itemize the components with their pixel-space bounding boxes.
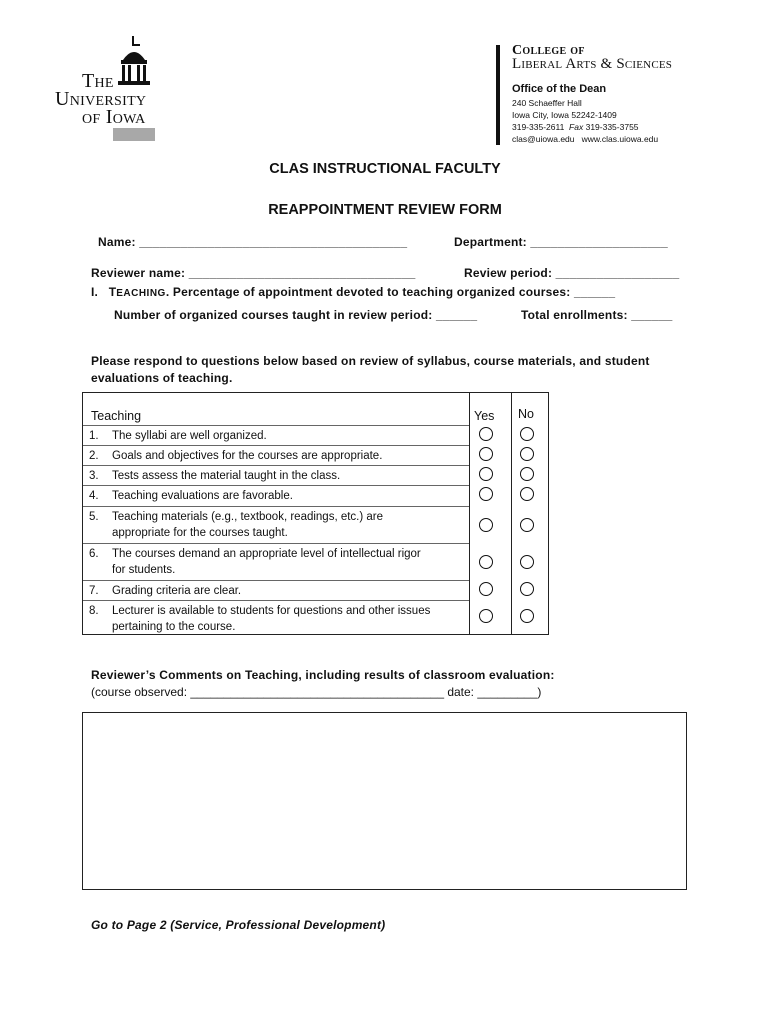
row-number: 8. bbox=[89, 605, 99, 617]
table-header-teaching: Teaching bbox=[91, 409, 142, 423]
q3-yes-radio[interactable] bbox=[479, 467, 493, 481]
contact-line bbox=[512, 134, 658, 144]
form-title-line1: CLAS INSTRUCTIONAL FACULTY bbox=[269, 161, 501, 177]
q7-yes-radio[interactable] bbox=[479, 582, 493, 596]
q1-yes-radio[interactable] bbox=[479, 427, 493, 441]
row-divider bbox=[83, 485, 469, 486]
row-number: 4. bbox=[89, 490, 99, 502]
old-capitol-icon bbox=[113, 36, 155, 88]
instructions-line1: Please respond to questions below based on review of syllabus, course materials, and student bbox=[91, 354, 650, 368]
row-divider bbox=[83, 600, 469, 601]
section-number: I. bbox=[91, 285, 99, 299]
next-page-note: Go to Page 2 (Service, Professional Development) bbox=[91, 918, 386, 932]
question-text-line1: The courses demand an appropriate level of intellectual rigor bbox=[112, 548, 421, 560]
department-field[interactable]: Department: ____________________ bbox=[454, 235, 668, 249]
phone-line bbox=[512, 122, 639, 132]
university-logo bbox=[55, 36, 165, 146]
teaching-percentage-field[interactable]: . Percentage of appointment devoted to teaching organized courses: ______ bbox=[165, 285, 616, 299]
university-name-line3: of Iowa bbox=[82, 106, 146, 128]
q2-yes-radio[interactable] bbox=[479, 447, 493, 461]
row-number: 5. bbox=[89, 511, 99, 523]
logo-gray-bar bbox=[113, 128, 155, 141]
instructions-line2: evaluations of teaching. bbox=[91, 371, 233, 385]
table-header-yes: Yes bbox=[474, 409, 495, 423]
address-line2: Iowa City, Iowa 52242-1409 bbox=[512, 110, 617, 120]
row-divider bbox=[83, 543, 469, 544]
q7-no-radio[interactable] bbox=[520, 582, 534, 596]
fax-number: 319-335-3755 bbox=[585, 122, 639, 132]
row-divider bbox=[83, 445, 469, 446]
question-text-line2: for students. bbox=[112, 564, 176, 576]
q8-yes-radio[interactable] bbox=[479, 609, 493, 623]
row-divider bbox=[83, 465, 469, 466]
row-number: 7. bbox=[89, 585, 99, 597]
course-observed-field[interactable]: (course observed: ______________________________________ date: _________) bbox=[91, 685, 542, 699]
q2-no-radio[interactable] bbox=[520, 447, 534, 461]
review-period-field[interactable]: Review period: __________________ bbox=[464, 266, 680, 280]
q4-yes-radio[interactable] bbox=[479, 487, 493, 501]
question-text-line2: pertaining to the course. bbox=[112, 621, 236, 633]
letterhead-divider bbox=[496, 45, 500, 145]
section-title-rest: EACHING bbox=[116, 288, 166, 299]
office-title: Office of the Dean bbox=[512, 83, 607, 95]
comments-textbox[interactable] bbox=[82, 712, 687, 890]
email-link[interactable]: clas@uiowa.edu bbox=[512, 134, 575, 144]
table-divider-no bbox=[511, 393, 512, 634]
total-enrollments-field[interactable]: Total enrollments: ______ bbox=[521, 308, 673, 322]
q6-no-radio[interactable] bbox=[520, 555, 534, 569]
question-text: Goals and objectives for the courses are appropriate. bbox=[112, 450, 383, 462]
table-header-no: No bbox=[518, 407, 534, 421]
table-divider-yes bbox=[469, 393, 470, 634]
question-text: Tests assess the material taught in the class. bbox=[112, 470, 341, 482]
question-text-line2: appropriate for the courses taught. bbox=[112, 527, 288, 539]
fax-label: Fax bbox=[569, 122, 584, 132]
college-line1: College of bbox=[512, 43, 585, 58]
question-text: Teaching evaluations are favorable. bbox=[112, 490, 293, 502]
phone-number: 319-335-2611 bbox=[512, 122, 565, 132]
name-field[interactable]: Name: _______________________________________ bbox=[98, 235, 408, 249]
reviewer-name-field[interactable]: Reviewer name: _________________________________ bbox=[91, 266, 416, 280]
university-name-line2: University bbox=[55, 88, 147, 110]
college-line2: Liberal Arts & Sciences bbox=[512, 56, 673, 72]
q6-yes-radio[interactable] bbox=[479, 555, 493, 569]
row-divider bbox=[83, 580, 469, 581]
question-text-line1: Teaching materials (e.g., textbook, readings, etc.) are bbox=[112, 511, 384, 523]
section-title-initial: T bbox=[108, 285, 117, 299]
q4-no-radio[interactable] bbox=[520, 487, 534, 501]
form-title-line2: REAPPOINTMENT REVIEW FORM bbox=[268, 202, 502, 218]
question-text-line1: Lecturer is available to students for questions and other issues bbox=[112, 605, 431, 617]
q1-no-radio[interactable] bbox=[520, 427, 534, 441]
row-divider bbox=[83, 425, 469, 426]
q3-no-radio[interactable] bbox=[520, 467, 534, 481]
teaching-questions-table bbox=[82, 392, 549, 635]
university-name-line1: The bbox=[82, 70, 114, 92]
question-text: The syllabi are well organized. bbox=[112, 430, 267, 442]
row-divider bbox=[83, 506, 469, 507]
section-teaching-line bbox=[91, 285, 615, 299]
row-number: 2. bbox=[89, 450, 99, 462]
q5-no-radio[interactable] bbox=[520, 518, 534, 532]
q8-no-radio[interactable] bbox=[520, 609, 534, 623]
q5-yes-radio[interactable] bbox=[479, 518, 493, 532]
comments-heading: Reviewer’s Comments on Teaching, including results of classroom evaluation: bbox=[91, 668, 555, 682]
courses-taught-field[interactable]: Number of organized courses taught in review period: ______ bbox=[114, 308, 478, 322]
row-number: 1. bbox=[89, 430, 99, 442]
row-number: 3. bbox=[89, 470, 99, 482]
question-text: Grading criteria are clear. bbox=[112, 585, 242, 597]
row-number: 6. bbox=[89, 548, 99, 560]
website-link[interactable]: www.clas.uiowa.edu bbox=[581, 134, 659, 144]
address-line1: 240 Schaeffer Hall bbox=[512, 98, 582, 108]
